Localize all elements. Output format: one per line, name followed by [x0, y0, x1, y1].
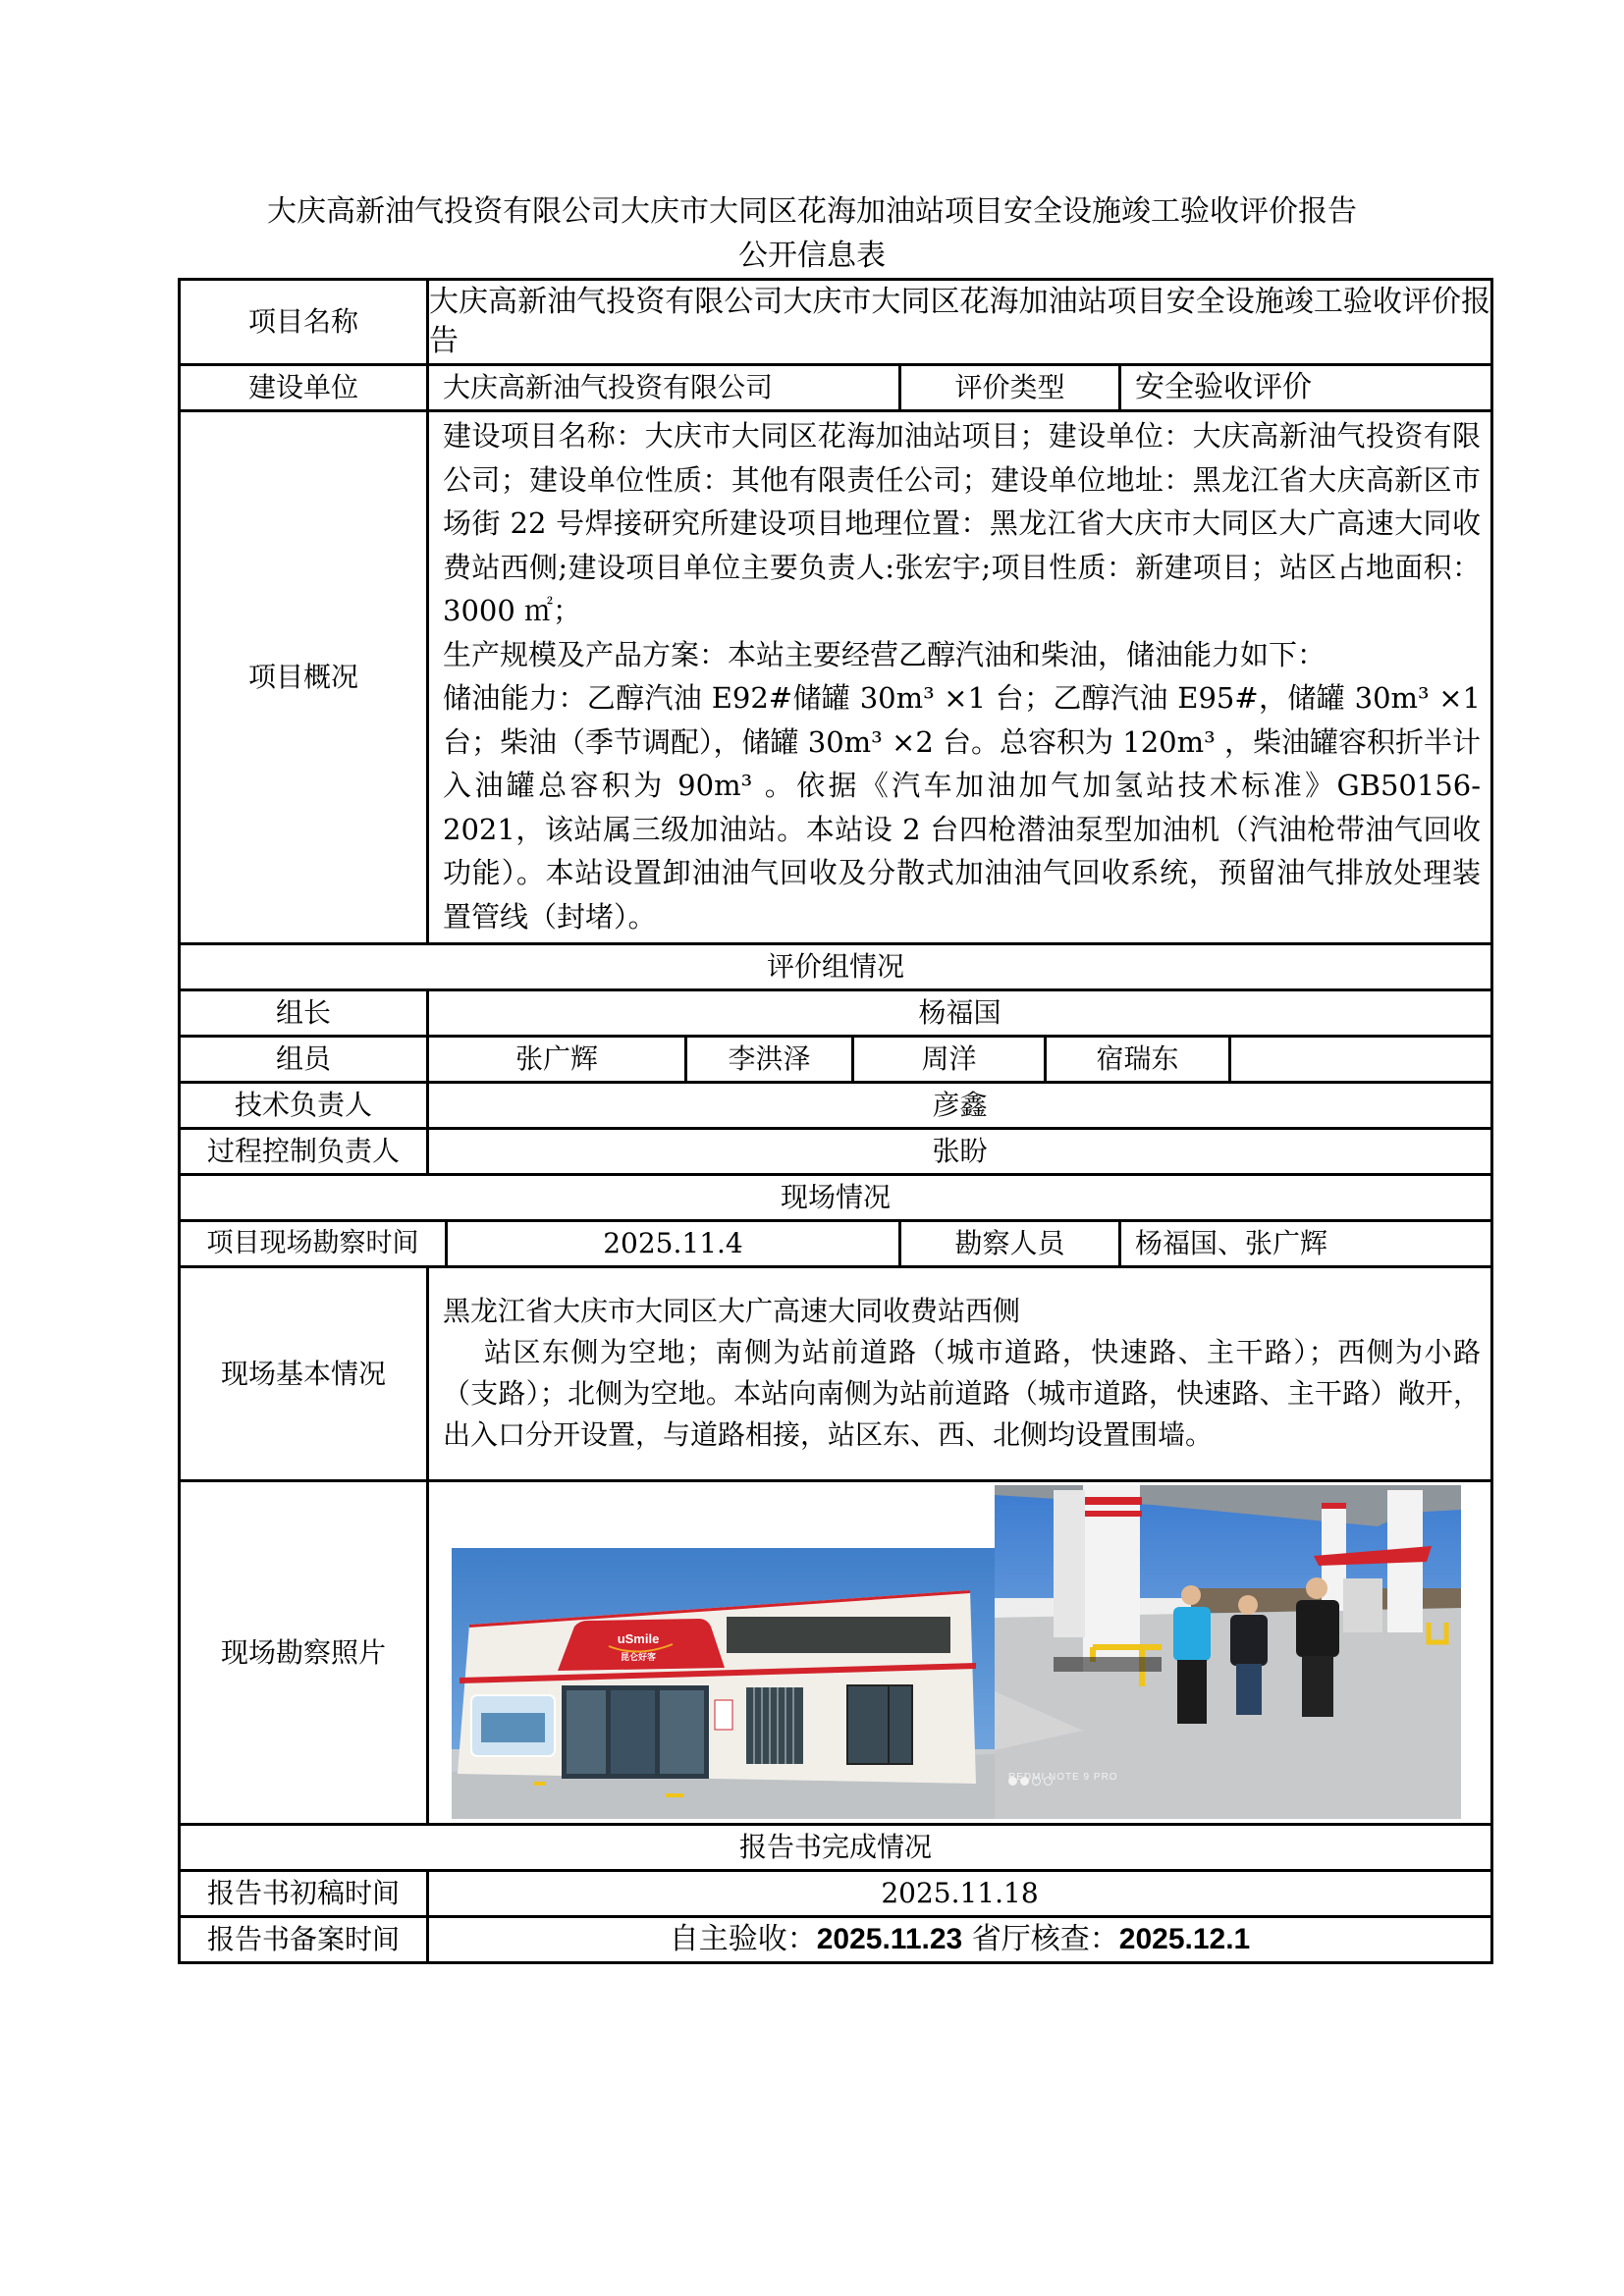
project-overview-value: [428, 411, 1492, 944]
construction-unit-label: 建设单位: [180, 365, 428, 411]
team-member: 周洋: [853, 1037, 1046, 1083]
filing-time-value: [428, 1917, 1492, 1963]
overview-paragraph-1: 建设项目名称：大庆市大同区花海加油站项目；建设单位：大庆高新油气投资有限公司；建设单位性质：其他有限责任公司；建设单位地址：黑龙江省大庆高新区市场街 22 号焊接研究所建设项目地理位置：黑龙江省大庆市大同区大广高速大同收费站西侧;建设项目单位主要负责人:张宏宇;项目性质：新建项目；站区占地面积：3000 ㎡；: [443, 419, 1481, 627]
row-project-name: [180, 280, 1492, 365]
process-lead-label: 过程控制负责人: [180, 1129, 428, 1175]
document-title: 大庆高新油气投资有限公司大庆市大同区花海加油站项目安全设施竣工验收评价报告: [267, 194, 1357, 229]
row-project-overview: [180, 411, 1492, 944]
site-basic-value: [428, 1267, 1492, 1481]
site-photos-label: 现场勘察照片: [180, 1481, 428, 1825]
site-location: 黑龙江省大庆市大同区大广高速大同收费站西侧: [443, 1294, 1021, 1327]
self-acceptance-label: 自主验收：: [669, 1922, 817, 1956]
construction-unit-value: 大庆高新油气投资有限公司: [428, 365, 900, 411]
row-construction-unit: [180, 365, 1492, 411]
photo-survey-team: [995, 1485, 1461, 1819]
draft-time-value: 2025.11.18: [428, 1871, 1492, 1917]
row-team-members: [180, 1037, 1492, 1083]
document-subtitle: 公开信息表: [738, 239, 886, 273]
row-filing-time: [180, 1917, 1492, 1963]
surveyors-value: 杨福国、张广辉: [1120, 1221, 1492, 1267]
row-report-header: [180, 1825, 1492, 1871]
row-survey-time: [180, 1221, 1492, 1267]
svg-text:昆仑好客: 昆仑好客: [620, 1652, 657, 1663]
project-overview-label: 项目概况: [180, 411, 428, 944]
site-section-title: 现场情况: [180, 1175, 1492, 1221]
eval-type-label: 评价类型: [900, 365, 1120, 411]
project-name-value: 大庆高新油气投资有限公司大庆市大同区花海加油站项目安全设施竣工验收评价报告: [428, 280, 1492, 365]
provincial-check-date: 2025.12.1: [1118, 1923, 1251, 1955]
row-site-header: [180, 1175, 1492, 1221]
surveyors-label: 勘察人员: [900, 1221, 1120, 1267]
team-member: 李洪泽: [686, 1037, 853, 1083]
site-surroundings: 站区东侧为空地；南侧为站前道路（城市道路，快速路、主干路）；西侧为小路（支路）；北侧为空地。本站向南侧为站前道路（城市道路，快速路、主干路）敞开，出入口分开设置，与道路相接，站区东、西、北侧均设置围墙。: [443, 1335, 1481, 1451]
provincial-check-label: 省厅核查：: [971, 1922, 1119, 1956]
team-leader-value: 杨福国: [428, 990, 1492, 1037]
filing-time-label: 报告书备案时间: [180, 1917, 428, 1963]
row-eval-team-header: [180, 944, 1492, 990]
overview-paragraph-2: 生产规模及产品方案：本站主要经营乙醇汽油和柴油，储油能力如下：: [443, 637, 1326, 671]
team-member-empty: [1230, 1037, 1492, 1083]
process-lead-value: 张盼: [428, 1129, 1492, 1175]
eval-team-section-title: 评价组情况: [180, 944, 1492, 990]
eval-type-value: 安全验收评价: [1120, 365, 1492, 411]
overview-paragraph-3: 储油能力：乙醇汽油 E92#储罐 30m³ ×1 台；乙醇汽油 E95#，储罐 30m³ ×1 台；柴油（季节调配），储罐 30m³ ×2 台。总容积为 120m³ ，柴油罐容积折半计入油罐总容积为 90m³ 。依据《汽车加油加气加氢站技术标准》GB50156-2021，该站属三级加油站。本站设 2 台四枪潜油泵型加油机（汽油枪带油气回收功能）。本站设置卸油油气回收及分散式加油油气回收系统，预留油气排放处理装置管线（封堵）。: [443, 681, 1481, 934]
camera-watermark: REDMI NOTE 9 PRO: [1008, 1771, 1118, 1783]
row-draft-time: [180, 1871, 1492, 1917]
row-tech-lead: [180, 1083, 1492, 1129]
row-team-leader: [180, 990, 1492, 1037]
survey-time-label: 项目现场勘察时间: [180, 1221, 447, 1267]
tech-lead-value: 彦鑫: [428, 1083, 1492, 1129]
self-acceptance-date: 2025.11.23: [816, 1923, 963, 1955]
public-info-table: [178, 278, 1493, 1964]
photo-convenience-store: [452, 1548, 995, 1819]
site-photos: [428, 1481, 1492, 1825]
survey-time-value: 2025.11.4: [447, 1221, 900, 1267]
team-member: 张广辉: [428, 1037, 686, 1083]
report-section-title: 报告书完成情况: [180, 1825, 1492, 1871]
tech-lead-label: 技术负责人: [180, 1083, 428, 1129]
project-name-label: 项目名称: [180, 280, 428, 365]
svg-text:uSmile: uSmile: [617, 1630, 660, 1646]
team-leader-label: 组长: [180, 990, 428, 1037]
draft-time-label: 报告书初稿时间: [180, 1871, 428, 1917]
team-members-label: 组员: [180, 1037, 428, 1083]
row-site-basic: [180, 1267, 1492, 1481]
row-process-lead: [180, 1129, 1492, 1175]
convenience-store-image: [452, 1548, 995, 1819]
team-member: 宿瑞东: [1046, 1037, 1230, 1083]
row-site-photos: [180, 1481, 1492, 1825]
site-basic-label: 现场基本情况: [180, 1267, 428, 1481]
